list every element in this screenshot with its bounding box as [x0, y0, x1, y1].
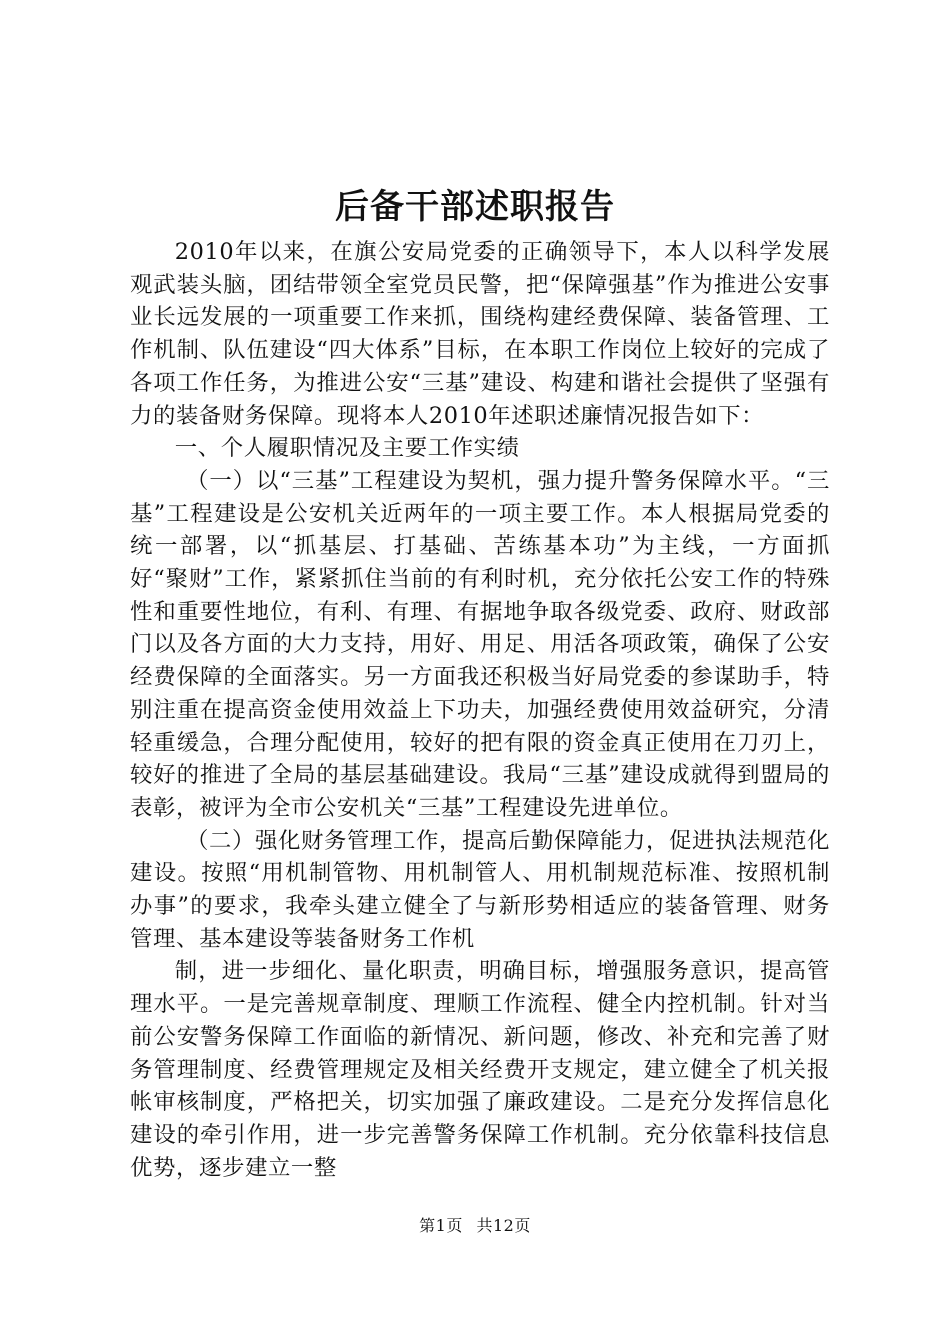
page-footer	[0, 1215, 950, 1237]
page-number: 第1页	[419, 1216, 463, 1235]
subsection-two-paragraph: （二）强化财务管理工作，提高后勤保障能力，促进执法规范化建设。按照“用机制管物、用机制管人、用机制规范标准、按照机制办事”的要求，我牵头建立健全了与新形势相适应的装备管理、财务管理、基本建设等装备财务工作机	[130, 827, 830, 952]
intro-paragraph: 2010年以来，在旗公安局党委的正确领导下，本人以科学发展观武装头脑，团结带领全室党员民警，把“保障强基”作为推进公安事业长远发展的一项重要工作来抓，围绕构建经费保障、装备管理、工作机制、队伍建设“四大体系”目标，在本职工作岗位上较好的完成了各项工作任务，为推进公安“三基”建设、构建和谐社会提供了坚强有力的装备财务保障。现将本人2010年述职述廉情况报告如下：	[130, 239, 830, 429]
continuation-paragraph: 制，进一步细化、量化职责，明确目标，增强服务意识，提高管理水平。一是完善规章制度、理顺工作流程、健全内控机制。针对当前公安警务保障工作面临的新情况、新问题，修改、补充和完善了财务管理制度、经费管理规定及相关经费开支规定，建立健全了机关报帐审核制度，严格把关，切实加强了廉政建设。二是充分发挥信息化建设的牵引作用，进一步完善警务保障工作机制。充分依靠科技信息优势，逐步建立一整	[130, 958, 830, 1181]
document-title: 后备干部述职报告	[335, 187, 615, 227]
total-pages: 共12页	[476, 1216, 531, 1235]
document-body	[130, 236, 830, 1184]
section-heading: 一、个人履职情况及主要工作实绩	[174, 435, 520, 462]
subsection-one-paragraph: （一）以“三基”工程建设为契机，强力提升警务保障水平。“三基”工程建设是公安机关近两年的一项主要工作。本人根据局党委的统一部署，以“抓基层、打基础、苦练基本功”为主线，一方面抓好“聚财”工作，紧紧抓住当前的有利时机，充分依托公安工作的特殊性和重要性地位，有利、有理、有据地争取各级党委、政府、财政部门以及各方面的大力支持，用好、用足、用活各项政策，确保了公安经费保障的全面落实。另一方面我还积极当好局党委的参谋助手，特别注重在提高资金使用效益上下功夫，加强经费使用效益研究，分清轻重缓急，合理分配使用，较好的把有限的资金真正使用在刀刃上，较好的推进了全局的基层基础建设。我局“三基”建设成就得到盟局的表彰，被评为全市公安机关“三基”工程建设先进单位。	[130, 467, 830, 821]
